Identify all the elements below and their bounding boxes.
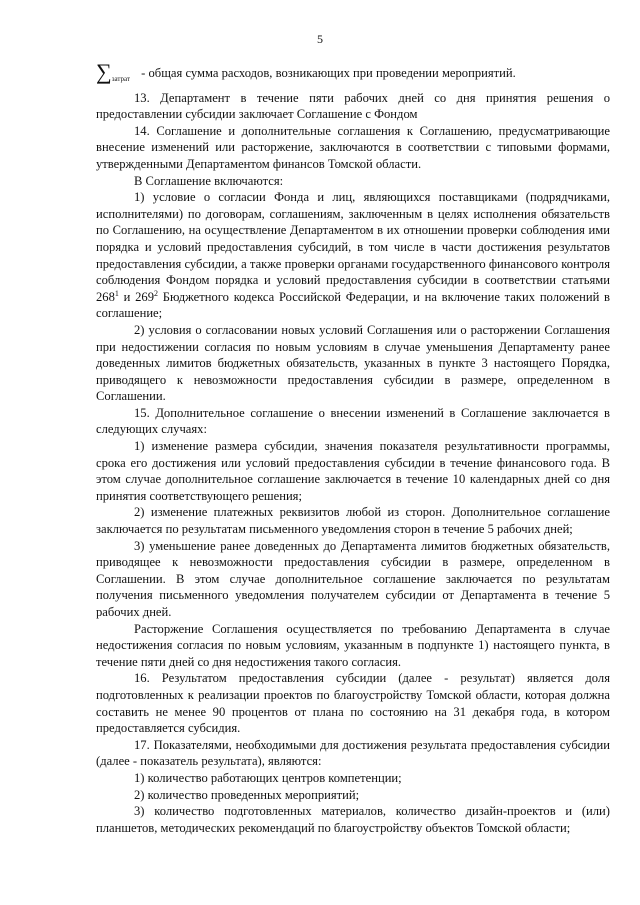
item-1-text-c: Бюджетного кодекса Российской Федерации, и на включение таких положений в соглашение; xyxy=(96,289,610,321)
paragraph-16: 16. Результатом предоставления субсидии (далее - результат) является доля подготовленных к реализации проектов по благоустройству Томской области, которая должна составить не менее 90 процентов от плана по состоянию на 31 декабря года, в котором предоставляется субсидия. xyxy=(96,671,610,736)
paragraph-15: 15. Дополнительное соглашение о внесении изменений в Соглашение заключается в следующих случаях: xyxy=(96,405,610,437)
paragraph-14: 14. Соглашение и дополнительные соглашения к Соглашению, предусматривающие внесение изменений или расторжение, заключаются в соответствии с типовыми формами, утвержденными Департаментом финансов Томской области. xyxy=(96,123,610,171)
sigma-text: - общая сумма расходов, возникающих при проведении мероприятий. xyxy=(141,66,516,80)
paragraph-17-item-3: 3) количество подготовленных материалов, количество дизайн-проектов и (или) планшетов, методических рекомендаций по благоустройству объектов Томской области; xyxy=(96,804,610,835)
page-number: 5 xyxy=(317,32,323,46)
paragraph-17: 17. Показателями, необходимыми для достижения результата предоставления субсидии (далее - показатель результата), являются: xyxy=(96,737,610,769)
paragraph-14-intro: В Соглашение включаются: xyxy=(134,173,284,188)
item-1-text-b: и 269 xyxy=(118,289,154,304)
sigma-definition xyxy=(96,59,610,88)
superscript-1: 1 xyxy=(114,288,119,298)
document-body xyxy=(96,59,610,836)
paragraph-15-item-2: 2) изменение платежных реквизитов любой из сторон. Дополнительное соглашение заключается по результатам письменного уведомления сторон в течение 5 рабочих дней; xyxy=(96,505,610,537)
sigma-subscript: затрат xyxy=(111,75,131,83)
paragraph-14-item-1 xyxy=(96,189,610,322)
paragraph-14-item-2: 2) условия о согласовании новых условий Соглашения или о расторжении Соглашения при недостижении согласия по новым условиям в случае уменьшения Департаменту ранее доведенных лимитов бюджетных обязательств, указанных в пункте 3 настоящего Порядка, приводящего к невозможности предоставления субсидии в размере, определенном в Соглашении. xyxy=(96,322,610,404)
sigma-symbol: ∑ xyxy=(96,59,112,84)
paragraph-17-item-1: 1) количество работающих центров компетенции; xyxy=(134,770,402,785)
paragraph-15-item-1: 1) изменение размера субсидии, значения показателя результативности программы, срока его достижения или условий предоставления субсидии в течение финансового года. В этом случае дополнительное соглашение заключается в течение 10 календарных дней со дня принятия соответствующего решения; xyxy=(96,439,610,503)
item-1-text-a: 1) условие о согласии Фонда и лиц, являющихся поставщиками (подрядчиками, исполнителями) по договорам, соглашениям, заключенным в целях исполнения обязательств по Соглашению, на осуществление Департаментом в их отношении проверки соблюдения ими порядка и условий предоставления субсидий, в том числе в части достижения результатов предоставления субсидии, а также проверки органами государственного финансового контроля соблюдения Фондом порядка и условий предоставления субсидии в соответствии статьями 268 xyxy=(96,190,610,304)
paragraph-15-termination: Расторжение Соглашения осуществляется по требованию Департамента в случае недостижения согласия по новым условиям, указанным в подпункте 1) настоящего пункта, в течение пяти дней со дня недостижения такого согласия. xyxy=(96,621,610,669)
superscript-2: 2 xyxy=(154,288,158,298)
paragraph-13: 13. Департамент в течение пяти рабочих дней со дня принятия решения о предоставлении субсидии заключает Соглашение с Фондом xyxy=(96,90,610,122)
paragraph-17-item-2: 2) количество проведенных мероприятий; xyxy=(134,787,360,802)
paragraph-15-item-3: 3) уменьшение ранее доведенных до Департамента лимитов бюджетных обязательств, приводящее к невозможности предоставления субсидии в размере, определенном в Соглашении. В этом случае дополнительное соглашение заключается по результатам получения письменного уведомления получателем субсидии от Департамента в течение 5 рабочих дней. xyxy=(96,538,610,619)
